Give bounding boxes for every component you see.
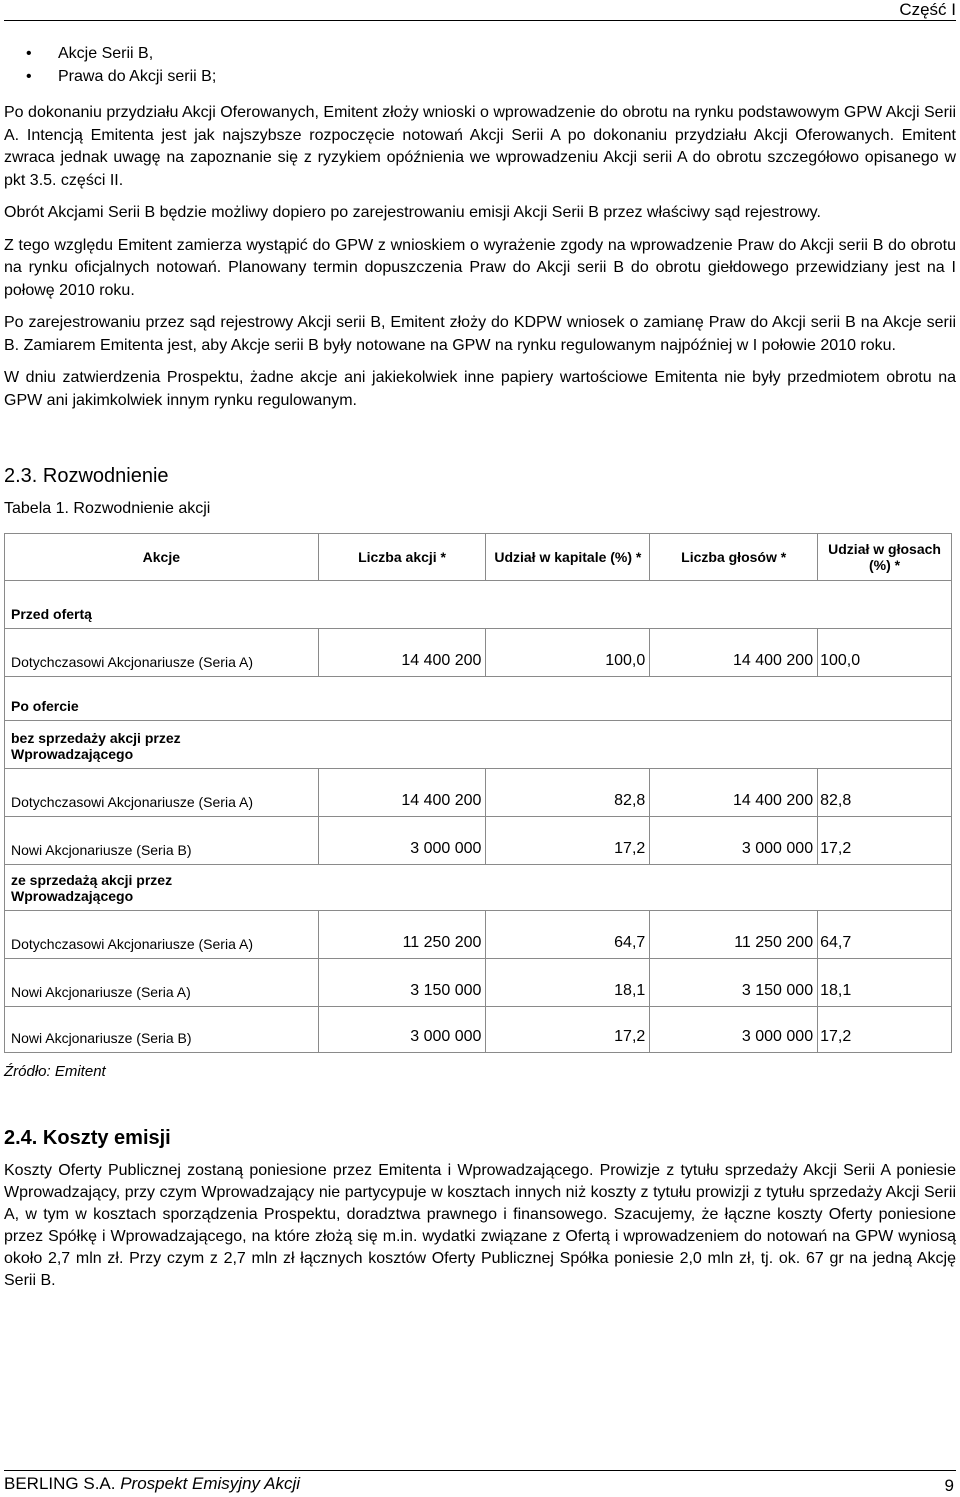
- row-label: Nowi Akcjonariusze (Seria A): [5, 959, 319, 1007]
- table-source-note: Źródło: Emitent: [4, 1063, 106, 1080]
- dilution-table: [4, 533, 952, 1053]
- footer-company: BERLING S.A.: [4, 1474, 116, 1493]
- paragraph-costs: Koszty Oferty Publicznej zostaną poniesione przez Emitenta i Wprowadzającego. Prowizje z tytułu sprzedaży Akcji Serii A poniesie Wprowadzający, przy czym Wprowadzający nie partycypuje w kosztach innych niż koszty z tytułu prowizji z tytułu sprzedaży Akcji Serii A, w tym w kosztach sporządzenia Prospektu, doradztwa prawnego i finansowego. Szacujemy, że łączne koszty Oferty poniesione przez Spółkę i Wprowadzającego, na które złożą się m.in. wydatki związane z Ofertą i wprowadzeniem do notowań na GPW wyniosą około 2,7 mln zł. Przy czym z 2,7 mln zł łącznych kosztów Oferty Publicznej Spółka poniesie 2,0 mln zł, tj. ok. 67 gr na jedną Akcję Serii B.: [4, 1162, 956, 1289]
- bullet-list: [4, 42, 956, 88]
- footer-rule: [4, 1470, 956, 1471]
- table-header-row: [5, 534, 952, 581]
- bullet-item: • Akcje Serii B,: [4, 42, 956, 65]
- bullet-item: • Prawa do Akcji serii B;: [4, 65, 956, 88]
- table-row: [5, 911, 952, 959]
- cell-votes: 3 000 000: [650, 817, 818, 865]
- cell-shares: 3 150 000: [318, 959, 486, 1007]
- cell-votes-share: 18,1: [818, 959, 952, 1007]
- cell-votes: 3 150 000: [650, 959, 818, 1007]
- row-label: Nowi Akcjonariusze (Seria B): [5, 817, 319, 865]
- group-label-after-offer: Po ofercie: [5, 677, 952, 721]
- page-number: 9: [944, 1476, 954, 1495]
- row-label: Dotychczasowi Akcjonariusze (Seria A): [5, 911, 319, 959]
- group-label-without-sale: bez sprzedaży akcji przez Wprowadzającego: [11, 730, 181, 762]
- footer-document-name: Prospekt Emisyjny Akcji: [120, 1474, 301, 1493]
- column-header: Liczba akcji *: [318, 534, 486, 581]
- cell-votes-share: 64,7: [818, 911, 952, 959]
- cell-shares: 14 400 200: [318, 769, 486, 817]
- cell-shares: 3 000 000: [318, 1007, 486, 1053]
- group-label-before-offer: Przed ofertą: [5, 581, 952, 629]
- column-header: Udział w głosach (%) *: [818, 534, 952, 581]
- cell-votes: 14 400 200: [650, 629, 818, 677]
- cell-shares: 11 250 200: [318, 911, 486, 959]
- group-label-with-sale: ze sprzedażą akcji przez Wprowadzającego: [11, 872, 173, 904]
- header-part-label: Część I: [899, 0, 956, 19]
- row-label: Dotychczasowi Akcjonariusze (Seria A): [5, 769, 319, 817]
- paragraph-approval: W dniu zatwierdzenia Prospektu, żadne akcje ani jakiekolwiek inne papiery wartościowe Emitenta nie były przedmiotem obrotu na GPW ani jakimkolwiek innym rynku regulowanym.: [4, 369, 956, 409]
- table-group-row: [5, 865, 952, 911]
- cell-votes: 3 000 000: [650, 1007, 818, 1053]
- row-label: Dotychczasowi Akcjonariusze (Seria A): [5, 629, 319, 677]
- cell-shares: 14 400 200: [318, 629, 486, 677]
- cell-capital-share: 64,7: [486, 911, 650, 959]
- table-caption: Tabela 1. Rozwodnienie akcji: [4, 500, 211, 517]
- paragraph-rights: Z tego względu Emitent zamierza wystąpić do GPW z wnioskiem o wyrażenie zgody na wprowadzenie Praw do Akcji serii B do obrotu na rynku oficjalnych notowań. Planowany termin dopuszczenia Praw do Akcji serii B do obrotu giełdowego przewidziany jest na I połowę 2010 roku.: [4, 236, 956, 299]
- section-heading-costs: 2.4. Koszty emisji: [4, 1127, 171, 1149]
- table-row: [5, 959, 952, 1007]
- section-heading-dilution: 2.3. Rozwodnienie: [4, 465, 169, 487]
- cell-capital-share: 17,2: [486, 1007, 650, 1053]
- table-row: [5, 817, 952, 865]
- cell-capital-share: 18,1: [486, 959, 650, 1007]
- cell-votes-share: 17,2: [818, 817, 952, 865]
- header-rule: [4, 20, 956, 21]
- table-group-row: [5, 581, 952, 629]
- paragraph-registration: Po zarejestrowaniu przez sąd rejestrowy Akcji serii B, Emitent złoży do KDPW wniosek o zamianę Praw do Akcji serii B na Akcje serii B. Zamiarem Emitenta jest, aby Akcje serii B były notowane na GPW na rynku regulowanym najpóźniej w I połowie 2010 roku.: [4, 314, 956, 354]
- page-body: [4, 38, 956, 422]
- cell-votes-share: 82,8: [818, 769, 952, 817]
- table-row: [5, 769, 952, 817]
- footer-doc-title: [4, 1474, 300, 1494]
- cell-votes-share: 100,0: [818, 629, 952, 677]
- row-label: Nowi Akcjonariusze (Seria B): [5, 1007, 319, 1053]
- table-group-row: [5, 721, 952, 769]
- column-header: Udział w kapitale (%) *: [486, 534, 650, 581]
- column-header: Akcje: [5, 534, 319, 581]
- cell-capital-share: 100,0: [486, 629, 650, 677]
- cell-capital-share: 82,8: [486, 769, 650, 817]
- paragraph-series-b-trading: Obrót Akcjami Serii B będzie możliwy dopiero po zarejestrowaniu emisji Akcji Serii B przez właściwy sąd rejestrowy.: [4, 204, 821, 221]
- cell-shares: 3 000 000: [318, 817, 486, 865]
- table-row: [5, 629, 952, 677]
- table-group-row: [5, 677, 952, 721]
- cell-capital-share: 17,2: [486, 817, 650, 865]
- cell-votes-share: 17,2: [818, 1007, 952, 1053]
- cell-votes: 14 400 200: [650, 769, 818, 817]
- table-row: [5, 1007, 952, 1053]
- column-header: Liczba głosów *: [650, 534, 818, 581]
- paragraph-listing: Po dokonaniu przydziału Akcji Oferowanych, Emitent złoży wnioski o wprowadzenie do obrotu na rynku podstawowym GPW Akcji Serii A. Intencją Emitenta jest jak najszybsze rozpoczęcie notowań Akcji Serii A po dokonaniu przydziału Akcji Oferowanych. Emitent zwraca jednak uwagę na zapoznanie się z ryzykiem opóźnienia we wprowadzeniu Akcji serii A do obrotu szczegółowo opisanego w pkt 3.5. części II.: [4, 104, 956, 189]
- cell-votes: 11 250 200: [650, 911, 818, 959]
